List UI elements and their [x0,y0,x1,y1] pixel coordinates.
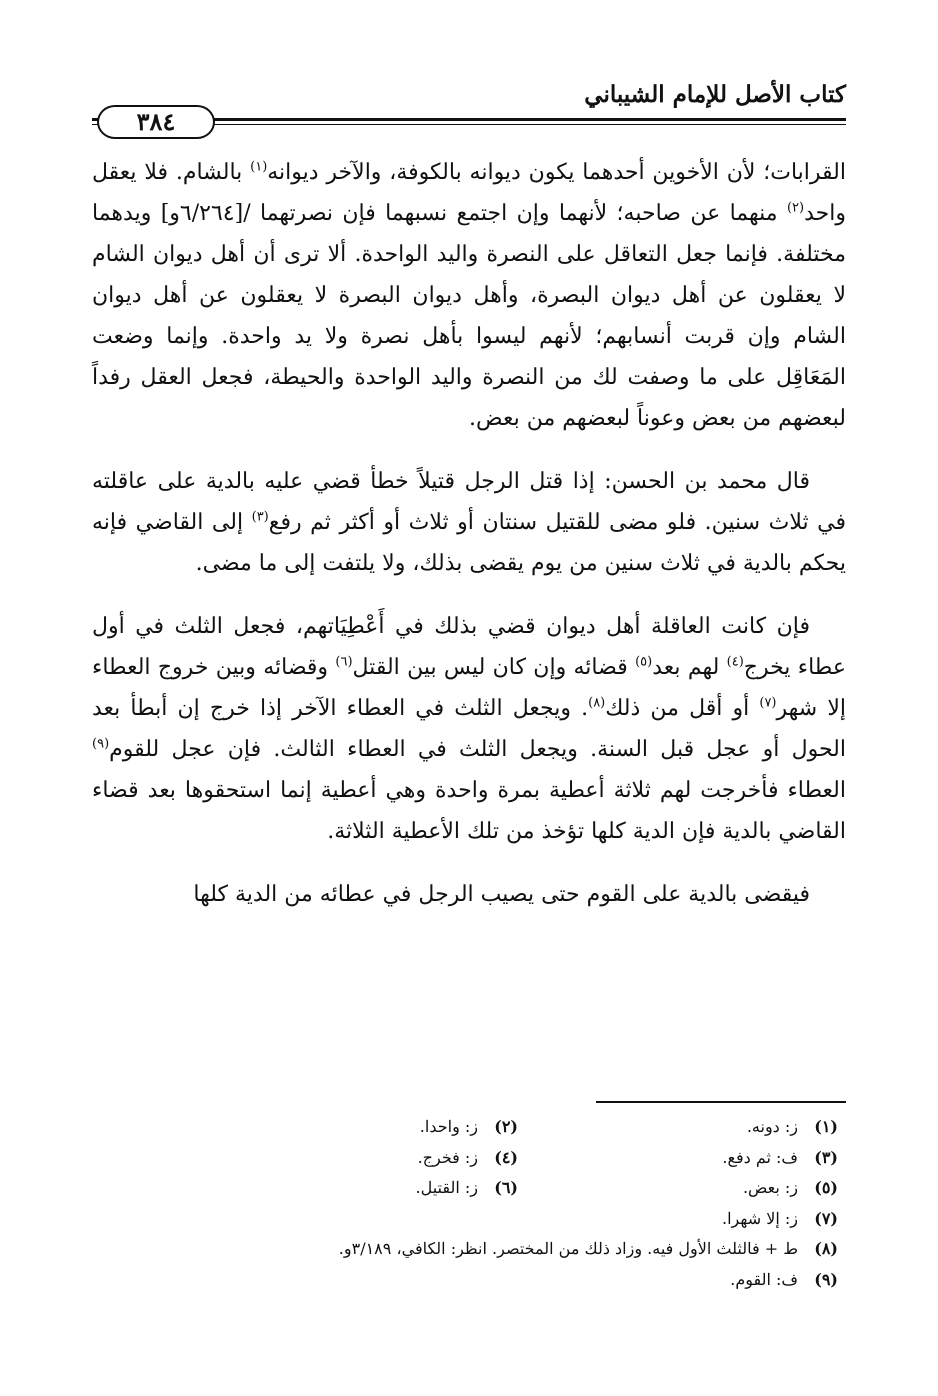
footnote-number: (١) [814,1117,838,1136]
footnote-text: ف: القوم. [730,1269,798,1289]
footnote-marker[interactable]: (٦) [335,654,353,670]
footnote-text: ز: فخرج. [417,1147,478,1167]
footnote-item [198,1173,518,1204]
footnote-separator [596,1101,846,1103]
text-run: فيقضى بالدية على القوم حتى يصيب الرجل في عطائه من الدية كلها [193,882,810,907]
main-text [92,152,846,915]
body-paragraph [92,874,846,915]
footnote-item [518,1143,838,1174]
footnote-marker[interactable]: (٥) [635,654,653,670]
text-run: . ويجعل الثلث في العطاء الآخر إذا خرج إن أبطأ بعد الحول أو عجل قبل السنة. ويجعل الثلث في العطاء الثالث. فإن عجل للقوم [92,696,846,762]
text-run: قضائه وإن كان ليس بين القتل [352,655,636,680]
footnote-number: (٦) [494,1178,518,1197]
footnote-text: ز: إلا شهرا. [722,1208,798,1228]
body-paragraph [92,152,846,439]
text-run: لهم بعد [652,655,727,680]
footnote-number: (٤) [494,1147,518,1167]
footnote-item [339,1234,838,1265]
footnote-row [92,1143,838,1174]
text-run: القرابات؛ لأن الأخوين أحدهما يكون ديوانه بالكوفة، والآخر ديوانه [267,160,846,185]
text-run: أو أقل من ذلك [605,696,760,721]
footnote-row [92,1265,838,1296]
body-paragraph [92,606,846,852]
footnote-text: ز: واحدا. [419,1117,478,1136]
footnote-marker[interactable]: (٢) [786,200,805,216]
footnote-item [518,1173,838,1204]
footnote-text: ز: القتيل. [415,1178,478,1197]
page-number: ٣٨٤ [97,105,215,139]
footnote-marker[interactable]: (٤) [726,654,744,670]
footnote-marker[interactable]: (٣) [251,509,269,525]
text-run: منهما عن صاحبه؛ لأنهما وإن اجتمع نسبهما فإن نصرتهما /[٦/٢٦٤و] ويدهما مختلفة. فإنما جعل التعاقل على النصرة واليد الواحدة. ألا ترى أن أهل ديوان الشام لا يعقلون عن أهل ديوان البصرة، وأهل ديوان البصرة لا يعقلون عن أهل ديوان الشام وإن قربت أنسابهم؛ لأنهم ليسوا بأهل نصرة ولا يد واحدة. وإنما وضعت المَعَاقِل على ما وصفت لك من النصرة واليد الواحدة والحيطة، فجعل العقل رفداً لبعضهم من بعض وعوناً لبعضهم من بعض. [92,201,846,431]
footnote-text: ف: ثم دفع. [722,1147,798,1167]
text-run: إلى القاضي فإنه يحكم بالدية في ثلاث سنين من يوم يقضى بذلك، ولا يلتفت إلى ما مضى. [92,510,846,576]
footnote-number: (٧) [814,1208,838,1228]
text-run: فإن كانت العاقلة أهل ديوان قضي بذلك في أَعْطِيَاتهم، فجعل الثلث في أول عطاء يخرج [92,614,846,680]
text-run: بالشام. فلا يعقل واحد [92,160,846,226]
footnote-number: (٢) [494,1117,518,1136]
text-run: العطاء فأخرجت لهم ثلاثة أعطية بمرة واحدة وهي أعطية إنما استحقوها بعد قضاء القاضي بالدية فإن الدية كلها تؤخذ من تلك الأعطية الثلاثة. [92,778,846,844]
footnote-marker[interactable]: (٩) [92,736,110,752]
footnote-item [518,1112,838,1143]
footnote-row [92,1234,838,1265]
footnote-item [198,1143,518,1174]
footnote-number: (٩) [814,1269,838,1289]
footnote-marker[interactable]: (٧) [759,695,777,711]
footnote-row [92,1173,838,1204]
footnote-row [92,1112,838,1143]
footnote-text: ز: بعض. [742,1178,798,1197]
footnote-row [92,1204,838,1235]
running-title: كتاب الأصل للإمام الشيباني [584,81,846,108]
footnotes [92,1112,838,1295]
body-paragraph [92,461,846,584]
footnote-number: (٥) [814,1178,838,1197]
footnote-marker[interactable]: (٨) [588,695,606,711]
footnote-marker[interactable]: (١) [250,159,268,175]
footnote-item [722,1204,838,1235]
footnote-number: (٨) [814,1239,838,1258]
text-run: وقضائه وبين خروج العطاء إلا شهر [92,655,846,721]
footnote-item [198,1112,518,1143]
footnote-text: ط + فالثلث الأول فيه. وزاد ذلك من المختصر. انظر: الكافي، ٣/١٨٩و. [338,1239,798,1258]
text-run: قال محمد بن الحسن: إذا قتل الرجل قتيلاً خطأ قضي عليه بالدية على عاقلته في ثلاث سنين. فلو مضى للقتيل سنتان أو ثلاث أو أكثر ثم رفع [92,469,846,535]
footnote-number: (٣) [814,1147,838,1167]
footnote-item [730,1265,838,1296]
footnote-text: ز: دونه. [746,1117,798,1136]
